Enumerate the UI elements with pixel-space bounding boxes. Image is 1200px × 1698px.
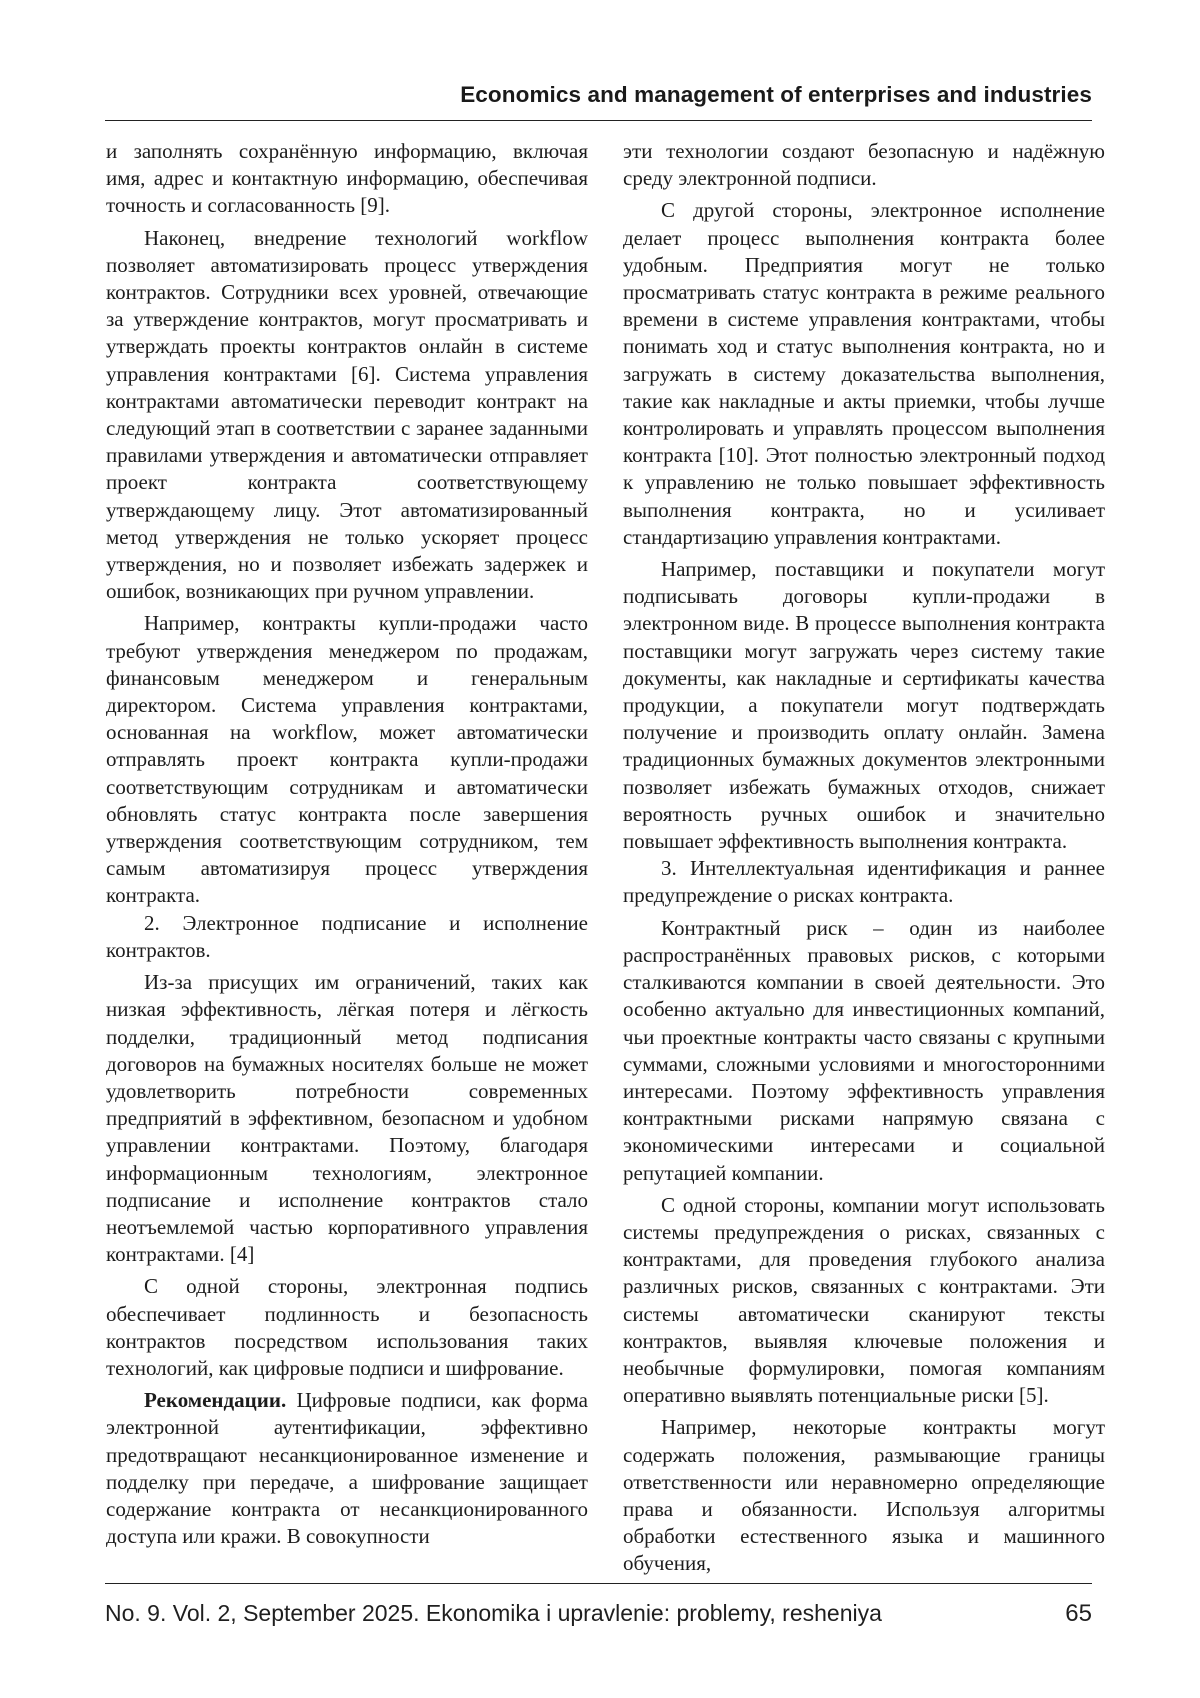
paragraph: эти технологии создают безопасную и надёжную среду электронной подписи. bbox=[623, 139, 1105, 191]
paragraph: и заполнять сохранённую информацию, включая имя, адрес и контактную информацию, обеспечивая точность и согласованность [9]. bbox=[106, 139, 588, 218]
footer-rule bbox=[105, 1583, 1092, 1584]
paragraph: С одной стороны, компании могут использовать системы предупреждения о рисках, связанных с контрактами, для проведения глубокого анализа различных рисков, связанных с контрактами. Эти системы автоматически сканируют тексты контрактов, выявляя ключевые положения и необычные формулировки, помогая компаниям оперативно выявлять потенциальные риски [5]. bbox=[623, 1192, 1105, 1408]
numbered-heading: 3. Интеллектуальная идентификация и раннее предупреждение о рисках контракта. bbox=[623, 856, 1105, 908]
paragraph: Наконец, внедрение технологий workflow позволяет автоматизировать процесс утверждения контрактов. Сотрудники всех уровней, отвечающие за утверждение контрактов, могут просматривать и утверждать проекты контрактов онлайн в системе управления контрактами [6]. Система управления контрактами автоматически переводит контракт на следующий этап в соответствии с заранее заданными правилами утверждения и автоматически отправляет проект контракта соответствующему утверждающему лицу. Этот автоматизированный метод утверждения не только ускоряет процесс утверждения, но и позволяет избежать задержек и ошибок, возникающих при ручном управлении. bbox=[106, 225, 588, 604]
paragraph: С одной стороны, электронная подпись обеспечивает подлинность и безопасность контрактов посредством использования таких технологий, как цифровые подписи и шифрование. bbox=[106, 1274, 588, 1380]
paragraph: Например, поставщики и покупатели могут подписывать договоры купли-продажи в электронном виде. В процессе выполнения контракта поставщики могут загружать через систему такие документы, как накладные и сертификаты качества продукции, а покупатели могут подтверждать получение и производить оплату онлайн. Замена традиционных бумажных документов электронными позволяет избежать бумажных отходов, снижает вероятность ручных ошибок и значительно повышает эффективность выполнения контракта. bbox=[623, 557, 1105, 854]
journal-citation: No. 9. Vol. 2, September 2025. Ekonomika i upravlenie: problemy, resheniya bbox=[105, 1600, 882, 1626]
recommendations-text: Цифровые подписи, как форма электронной аутентификации, эффективно предотвращают несанкционированное изменение и подделку при передаче, а шифрование защищает содержание контракта от несанкционированного доступа или кражи. В совокупности bbox=[106, 1388, 588, 1549]
text-column-left bbox=[106, 138, 588, 1550]
recommendations-label: Рекомендации. bbox=[144, 1388, 287, 1413]
paragraph: Контрактный риск – один из наиболее распространённых правовых рисков, с которыми сталкиваются компании в своей деятельности. Это особенно актуально для инвестиционных компаний, чьи проектные контракты часто связаны с крупными суммами, сложными условиями и многосторонними интересами. Поэтому эффективность управления контрактными рисками напрямую связана с экономическими интересами и социальной репутацией компании. bbox=[623, 915, 1105, 1185]
page-footer bbox=[105, 1600, 1092, 1628]
paragraph: Например, контракты купли-продажи часто требуют утверждения менеджером по продажам, финансовым менеджером и генеральным директором. Система управления контрактами, основанная на workflow, может автоматически отправлять проект контракта купли-продажи соответствующим сотрудникам и автоматически обновлять статус контракта после завершения утверждения соответствующим сотрудником, тем самым автоматизируя процесс утверждения контракта. bbox=[106, 611, 588, 908]
text-column-right bbox=[623, 138, 1105, 1578]
header-rule bbox=[105, 120, 1092, 121]
paragraph bbox=[106, 1387, 588, 1550]
paragraph: Например, некоторые контракты могут содержать положения, размывающие границы ответственности или неравномерно определяющие права и обязанности. Используя алгоритмы обработки естественного языка и машинного обучения, bbox=[623, 1415, 1105, 1576]
paragraph: С другой стороны, электронное исполнение делает процесс выполнения контракта более удобным. Предприятия могут не только просматривать статус контракта в режиме реального времени в системе управления контрактами, чтобы понимать ход и статус выполнения контракта, но и загружать в систему доказательства выполнения, такие как накладные и акты приемки, чтобы лучше контролировать и управлять процессом выполнения контракта [10]. Этот полностью электронный подход к управлению не только повышает эффективность выполнения контракта, но и усиливает стандартизацию управления контрактами. bbox=[623, 198, 1105, 549]
paragraph: Из-за присущих им ограничений, таких как низкая эффективность, лёгкая потеря и лёгкость подделки, традиционный метод подписания договоров на бумажных носителях больше не может удовлетворить потребности современных предприятий в эффективном, безопасном и удобном управлении контрактами. Поэтому, благодаря информационным технологиям, электронное подписание и исполнение контрактов стало неотъемлемой частью корпоративного управления контрактами. [4] bbox=[106, 970, 588, 1267]
page-number: 65 bbox=[1065, 1600, 1092, 1627]
running-head: Economics and management of enterprises and industries bbox=[460, 82, 1092, 107]
numbered-heading: 2. Электронное подписание и исполнение контрактов. bbox=[106, 910, 588, 962]
